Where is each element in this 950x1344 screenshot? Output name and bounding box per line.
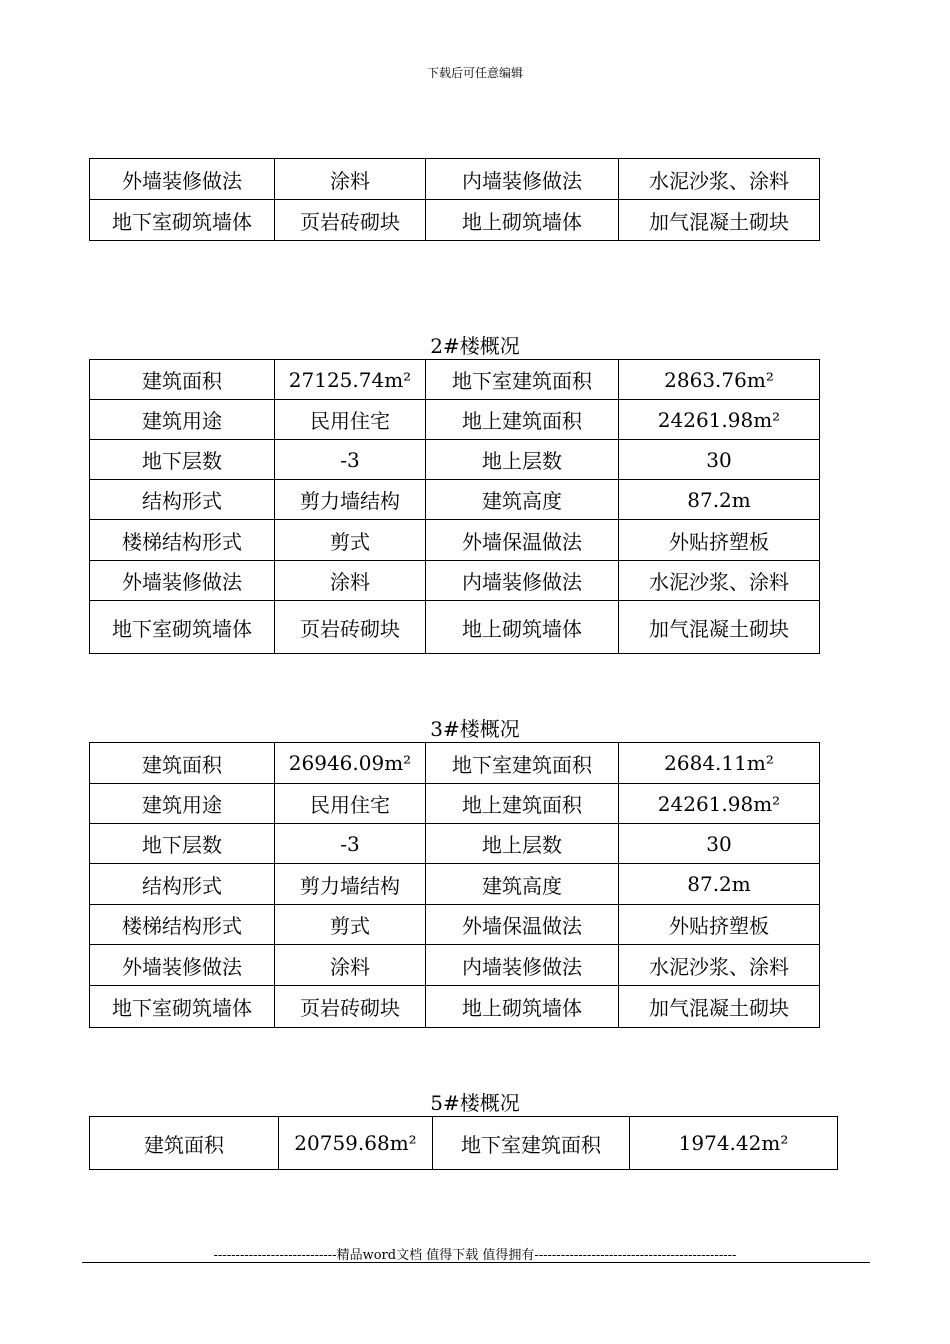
table-row xyxy=(90,200,820,241)
table-cell: 外墙装修做法 xyxy=(90,561,275,601)
table-cell: -3 xyxy=(275,440,426,480)
table-cell: 剪力墙结构 xyxy=(275,864,426,905)
table-cell: 24261.98m² xyxy=(619,400,820,440)
table-cell: 30 xyxy=(619,824,820,864)
table-cell: 加气混凝土砌块 xyxy=(619,200,820,241)
table-cell: 涂料 xyxy=(275,561,426,601)
table-row xyxy=(90,905,820,945)
table-cell: 涂料 xyxy=(275,159,426,200)
table-row xyxy=(90,159,820,200)
table-cell: 剪式 xyxy=(275,520,426,561)
table-cell: 加气混凝土砌块 xyxy=(619,601,820,654)
table-row xyxy=(90,864,820,905)
table-row xyxy=(90,561,820,601)
table-cell: 外墙保温做法 xyxy=(426,905,619,945)
table-row xyxy=(90,784,820,824)
table-row xyxy=(90,360,820,400)
table-cell: 地上砌筑墙体 xyxy=(426,200,619,241)
table-cell: 外贴挤塑板 xyxy=(619,905,820,945)
table-row xyxy=(90,824,820,864)
table-row xyxy=(90,480,820,520)
table-building-5 xyxy=(89,1116,838,1170)
table-building-2 xyxy=(89,359,820,654)
table-cell: 结构形式 xyxy=(90,864,275,905)
table-row xyxy=(90,743,820,784)
table-cell: 建筑用途 xyxy=(90,784,275,824)
table-cell: 内墙装修做法 xyxy=(426,561,619,601)
table-cell: 地下室砌筑墙体 xyxy=(90,986,275,1028)
table-cell: 建筑面积 xyxy=(90,743,275,784)
table-cell: 水泥沙浆、涂料 xyxy=(619,561,820,601)
table-cell: 建筑用途 xyxy=(90,400,275,440)
table-cell: 页岩砖砌块 xyxy=(275,200,426,241)
table-cell: 楼梯结构形式 xyxy=(90,520,275,561)
table-cell: 结构形式 xyxy=(90,480,275,520)
table-cell: 地下室建筑面积 xyxy=(426,360,619,400)
table-cell: 2863.76m² xyxy=(619,360,820,400)
table-row xyxy=(90,945,820,986)
table-cell: 外墙装修做法 xyxy=(90,159,275,200)
table-cell: 内墙装修做法 xyxy=(426,159,619,200)
table-cell: 剪式 xyxy=(275,905,426,945)
table-cell: 页岩砖砌块 xyxy=(275,986,426,1028)
table-cell: 2684.11m² xyxy=(619,743,820,784)
table-cell: 楼梯结构形式 xyxy=(90,905,275,945)
table-cell: 地上层数 xyxy=(426,440,619,480)
table-cell: 26946.09m² xyxy=(275,743,426,784)
table-cell: 87.2m xyxy=(619,480,820,520)
table-cell: 地上砌筑墙体 xyxy=(426,601,619,654)
page-footer: ----------------------------精品word文档 值得下载 值得拥有---------------------------------------------- xyxy=(213,1248,737,1263)
table-caption-building-3: 3#楼概况 xyxy=(430,717,520,741)
table-cell: 24261.98m² xyxy=(619,784,820,824)
table-row xyxy=(90,1117,838,1170)
table-row xyxy=(90,400,820,440)
table-cell: 剪力墙结构 xyxy=(275,480,426,520)
table-cell: 地下层数 xyxy=(90,824,275,864)
table-cell: 27125.74m² xyxy=(275,360,426,400)
table-cell: 20759.68m² xyxy=(279,1117,433,1170)
table-cell: 水泥沙浆、涂料 xyxy=(619,945,820,986)
table-cell: 内墙装修做法 xyxy=(426,945,619,986)
table-caption-building-5: 5#楼概况 xyxy=(430,1091,520,1115)
table-cell: 地下室建筑面积 xyxy=(426,743,619,784)
table-cell: 涂料 xyxy=(275,945,426,986)
table-cell: -3 xyxy=(275,824,426,864)
table-cell: 外贴挤塑板 xyxy=(619,520,820,561)
table-cell: 外墙保温做法 xyxy=(426,520,619,561)
table-cell: 地上建筑面积 xyxy=(426,400,619,440)
page-header: 下载后可任意编辑 xyxy=(426,66,523,80)
table-row xyxy=(90,440,820,480)
table-cell: 地下层数 xyxy=(90,440,275,480)
table-cell: 地上建筑面积 xyxy=(426,784,619,824)
table-row xyxy=(90,986,820,1028)
table-cell: 水泥沙浆、涂料 xyxy=(619,159,820,200)
table-cell: 页岩砖砌块 xyxy=(275,601,426,654)
footer-divider xyxy=(82,1262,870,1263)
table-cell: 地下室砌筑墙体 xyxy=(90,200,275,241)
table-cell: 地下室建筑面积 xyxy=(433,1117,630,1170)
table-cell: 地上砌筑墙体 xyxy=(426,986,619,1028)
table-cell: 87.2m xyxy=(619,864,820,905)
table-continuation xyxy=(89,158,820,241)
table-caption-building-2: 2#楼概况 xyxy=(430,334,520,358)
table-cell: 建筑高度 xyxy=(426,480,619,520)
table-row xyxy=(90,520,820,561)
table-cell: 建筑高度 xyxy=(426,864,619,905)
table-cell: 建筑面积 xyxy=(90,1117,279,1170)
table-cell: 1974.42m² xyxy=(630,1117,838,1170)
table-cell: 加气混凝土砌块 xyxy=(619,986,820,1028)
table-cell: 30 xyxy=(619,440,820,480)
table-building-3 xyxy=(89,742,820,1028)
table-cell: 民用住宅 xyxy=(275,784,426,824)
table-cell: 外墙装修做法 xyxy=(90,945,275,986)
table-cell: 地上层数 xyxy=(426,824,619,864)
table-cell: 建筑面积 xyxy=(90,360,275,400)
table-cell: 地下室砌筑墙体 xyxy=(90,601,275,654)
table-row xyxy=(90,601,820,654)
table-cell: 民用住宅 xyxy=(275,400,426,440)
